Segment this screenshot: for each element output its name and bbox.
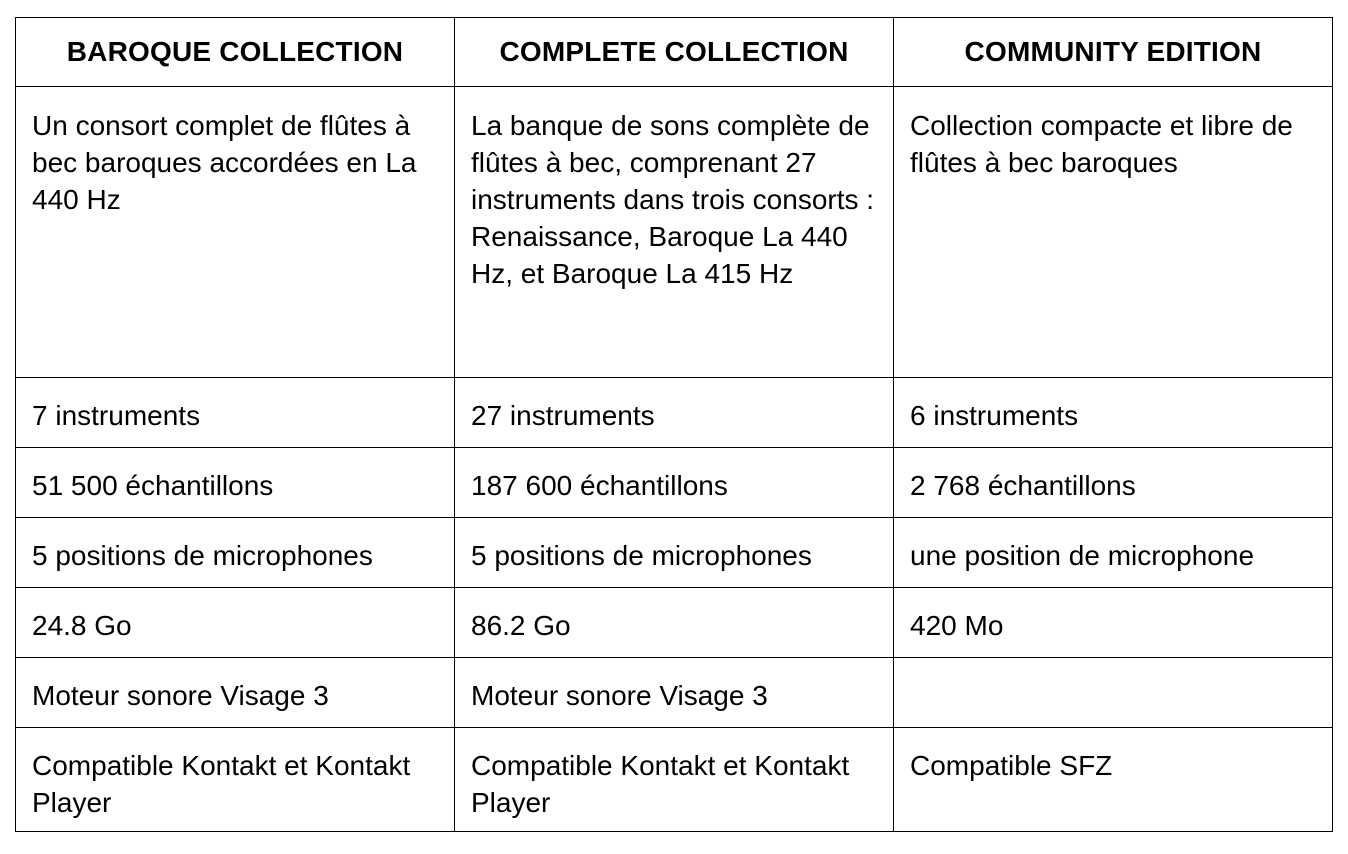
table-row-engine (16, 658, 1333, 728)
table-cell: 24.8 Go (16, 588, 455, 658)
table-cell: La banque de sons complète de flûtes à bec, comprenant 27 instruments dans trois consorts : Renaissance, Baroque La 440 Hz, et Baroque La 415 Hz (455, 87, 894, 378)
table-row-microphones (16, 518, 1333, 588)
table-row-description (16, 87, 1333, 378)
header-row (16, 18, 1333, 87)
header-complete-collection: COMPLETE COLLECTION (455, 18, 894, 87)
table-cell: 5 positions de microphones (455, 518, 894, 588)
table-cell: 7 instruments (16, 378, 455, 448)
table-cell: 187 600 échantillons (455, 448, 894, 518)
table-row-size (16, 588, 1333, 658)
table-cell: Moteur sonore Visage 3 (16, 658, 455, 728)
table-cell: 420 Mo (894, 588, 1333, 658)
table-cell: Moteur sonore Visage 3 (455, 658, 894, 728)
header-community-edition: COMMUNITY EDITION (894, 18, 1333, 87)
table-cell: Collection compacte et libre de flûtes à bec baroques (894, 87, 1333, 378)
table-cell: Un consort complet de flûtes à bec baroques accordées en La 440 Hz (16, 87, 455, 378)
table-cell: Compatible Kontakt et Kontakt Player (455, 728, 894, 832)
table-cell: 86.2 Go (455, 588, 894, 658)
table-cell: 51 500 échantillons (16, 448, 455, 518)
table-cell: 5 positions de microphones (16, 518, 455, 588)
table-cell: 27 instruments (455, 378, 894, 448)
table-cell: Compatible SFZ (894, 728, 1333, 832)
header-baroque-collection: BAROQUE COLLECTION (16, 18, 455, 87)
table-cell: 2 768 échantillons (894, 448, 1333, 518)
table-row-compatibility (16, 728, 1333, 832)
table-body (16, 87, 1333, 832)
table-cell: 6 instruments (894, 378, 1333, 448)
table-cell: une position de microphone (894, 518, 1333, 588)
table-cell: Compatible Kontakt et Kontakt Player (16, 728, 455, 832)
table-row-samples (16, 448, 1333, 518)
table-row-instruments (16, 378, 1333, 448)
comparison-table (15, 17, 1333, 832)
table-cell (894, 658, 1333, 728)
table-header (16, 18, 1333, 87)
